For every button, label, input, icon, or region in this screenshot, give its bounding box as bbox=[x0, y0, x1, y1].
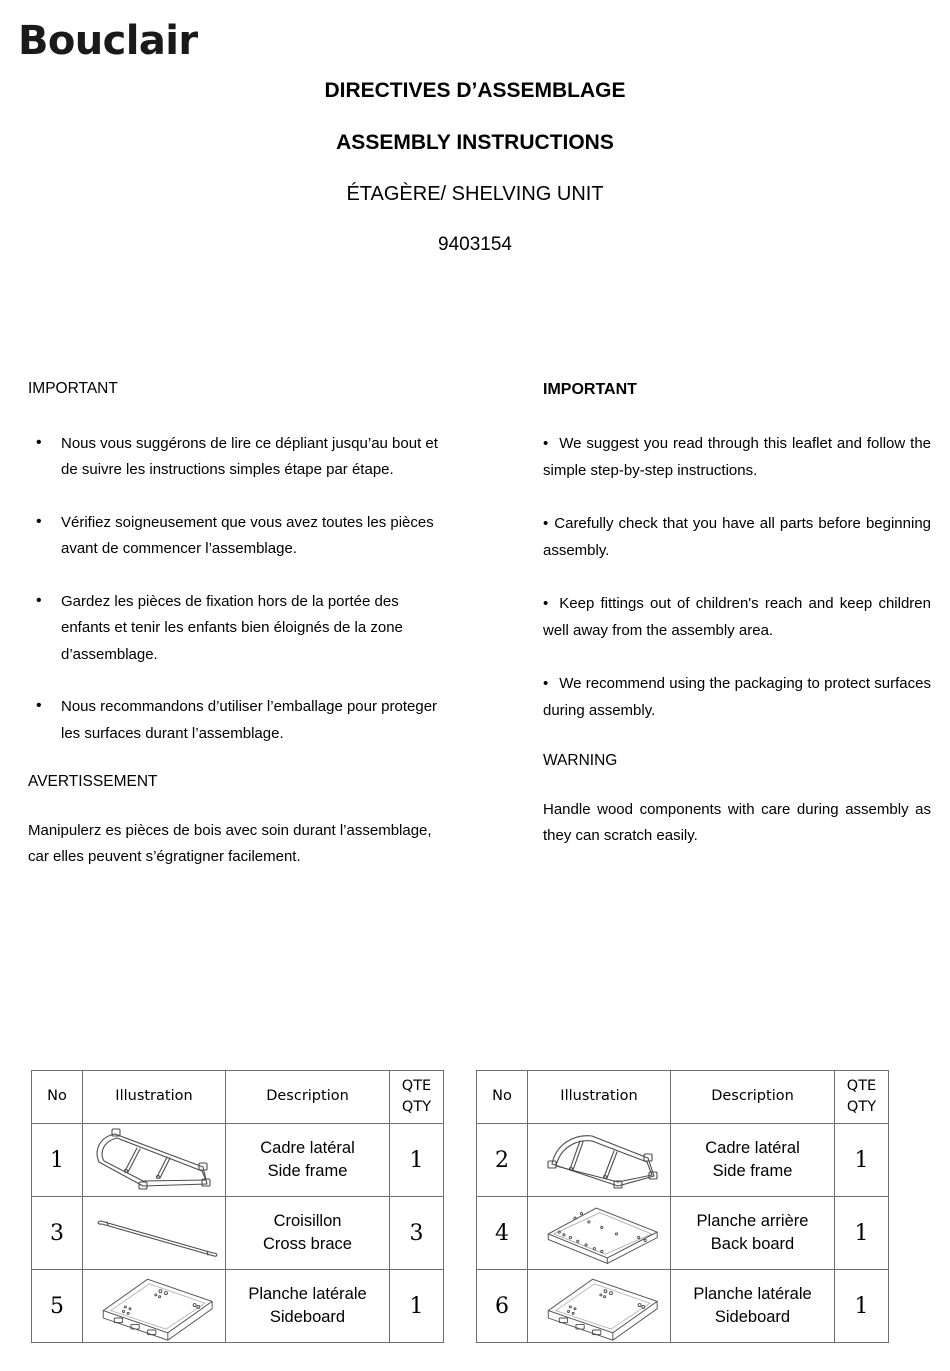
table-header-row bbox=[32, 1071, 444, 1124]
table-row bbox=[32, 1270, 444, 1343]
list-item-text: Keep fittings out of children's reach and keep children well away from the assembly area. bbox=[543, 595, 931, 639]
english-column bbox=[543, 380, 931, 850]
part-description-fr: Planche arrière bbox=[696, 1212, 809, 1230]
column-header-quantity-fr: QTE bbox=[401, 1077, 432, 1094]
part-description-fr: Planche latérale bbox=[693, 1285, 812, 1303]
title-english: ASSEMBLY INSTRUCTIONS bbox=[336, 131, 614, 154]
part-description-fr: Croisillon bbox=[273, 1212, 342, 1230]
bouclair-logo: Bouclair bbox=[18, 18, 198, 64]
parts-table-left bbox=[31, 1070, 444, 1343]
french-important-heading: IMPORTANT bbox=[28, 380, 118, 397]
table-header-row bbox=[477, 1071, 889, 1124]
bullet-icon: • bbox=[543, 595, 549, 613]
column-header-no: No bbox=[477, 1071, 528, 1124]
side-frame-icon bbox=[530, 1124, 668, 1196]
part-illustration-cell bbox=[83, 1270, 226, 1343]
table-row bbox=[477, 1270, 889, 1343]
side-frame-icon bbox=[85, 1124, 223, 1196]
sideboard-icon bbox=[530, 1270, 668, 1342]
sideboard-icon bbox=[85, 1270, 223, 1342]
part-number: 4 bbox=[477, 1197, 528, 1270]
column-header-quantity-en: QTY bbox=[846, 1099, 877, 1115]
part-description bbox=[671, 1124, 835, 1197]
column-header-quantity bbox=[390, 1071, 444, 1124]
part-quantity: 1 bbox=[835, 1197, 889, 1270]
part-illustration-cell bbox=[83, 1124, 226, 1197]
part-number: 6 bbox=[477, 1270, 528, 1343]
list-item-text: Carefully check that you have all parts before beginning assembly. bbox=[543, 515, 931, 559]
english-important-heading: IMPORTANT bbox=[543, 381, 637, 398]
part-description-fr: Cadre latéral bbox=[705, 1139, 800, 1157]
list-item bbox=[543, 671, 931, 724]
bullet-icon: • bbox=[543, 435, 549, 453]
part-number: 2 bbox=[477, 1124, 528, 1197]
parts-table-right bbox=[476, 1070, 889, 1343]
product-code: 9403154 bbox=[438, 234, 512, 255]
list-item bbox=[543, 511, 931, 564]
part-illustration-cell bbox=[528, 1124, 671, 1197]
column-header-description: Description bbox=[226, 1071, 390, 1124]
part-quantity: 1 bbox=[390, 1124, 444, 1197]
bullet-icon: • bbox=[543, 675, 549, 693]
part-quantity: 3 bbox=[390, 1197, 444, 1270]
column-header-quantity bbox=[835, 1071, 889, 1124]
list-item-text: We recommend using the packaging to protect surfaces during assembly. bbox=[543, 675, 931, 719]
part-description bbox=[226, 1270, 390, 1343]
product-name: ÉTAGÈRE/ SHELVING UNIT bbox=[346, 183, 604, 205]
part-illustration-cell bbox=[528, 1197, 671, 1270]
column-header-quantity-en: QTY bbox=[401, 1099, 432, 1115]
english-warning-heading: WARNING bbox=[543, 752, 618, 770]
part-quantity: 1 bbox=[835, 1124, 889, 1197]
cross-brace-icon bbox=[85, 1197, 223, 1269]
list-item: • Nous vous suggérons de lire ce dépliant jusqu’au bout et de suivre les instructions simples étape par étape. bbox=[28, 431, 448, 484]
part-description-fr: Cadre latéral bbox=[260, 1139, 355, 1157]
french-warning-heading: AVERTISSEMENT bbox=[28, 773, 158, 791]
list-item: • Nous recommandons d’utiliser l’emballage pour proteger les surfaces durant l’assemblage. bbox=[28, 694, 448, 747]
column-header-quantity-fr: QTE bbox=[846, 1077, 877, 1094]
french-column bbox=[28, 380, 448, 871]
column-header-no: No bbox=[32, 1071, 83, 1124]
part-description-en: Sideboard bbox=[714, 1308, 791, 1326]
part-description-fr: Planche latérale bbox=[248, 1285, 367, 1303]
part-description-en: Sideboard bbox=[269, 1308, 346, 1326]
table-row bbox=[32, 1197, 444, 1270]
document-title-block bbox=[230, 80, 720, 254]
table-row bbox=[477, 1197, 889, 1270]
part-description-en: Back board bbox=[710, 1235, 795, 1253]
part-description bbox=[226, 1197, 390, 1270]
column-header-illustration: Illustration bbox=[83, 1071, 226, 1124]
part-description bbox=[671, 1270, 835, 1343]
title-french: DIRECTIVES D’ASSEMBLAGE bbox=[324, 79, 626, 102]
french-warning-body: Manipulerz es pièces de bois avec soin durant l’assemblage, car elles peuvent s’égratigner facilement. bbox=[28, 821, 432, 866]
list-item: • Gardez les pièces de fixation hors de la portée des enfants et tenir les enfants bien éloignés de la zone d’assemblage. bbox=[28, 589, 448, 669]
list-item bbox=[543, 431, 931, 484]
bullet-icon: • bbox=[543, 515, 549, 533]
table-row bbox=[477, 1124, 889, 1197]
column-header-illustration: Illustration bbox=[528, 1071, 671, 1124]
list-item bbox=[543, 591, 931, 644]
part-description-en: Side frame bbox=[267, 1162, 348, 1180]
part-number: 5 bbox=[32, 1270, 83, 1343]
list-item: • Vérifiez soigneusement que vous avez toutes les pièces avant de commencer l’assemblage. bbox=[28, 510, 448, 563]
part-description-en: Cross brace bbox=[263, 1235, 352, 1253]
table-row bbox=[32, 1124, 444, 1197]
part-description bbox=[671, 1197, 835, 1270]
part-illustration-cell bbox=[83, 1197, 226, 1270]
part-number: 1 bbox=[32, 1124, 83, 1197]
part-quantity: 1 bbox=[835, 1270, 889, 1343]
part-description-en: Side frame bbox=[712, 1162, 793, 1180]
english-warning-body: Handle wood components with care during assembly as they can scratch easily. bbox=[543, 800, 931, 845]
french-bullet-list bbox=[28, 431, 448, 748]
part-illustration-cell bbox=[528, 1270, 671, 1343]
part-quantity: 1 bbox=[390, 1270, 444, 1343]
column-header-description: Description bbox=[671, 1071, 835, 1124]
back-board-icon bbox=[530, 1197, 668, 1269]
part-description bbox=[226, 1124, 390, 1197]
list-item-text: We suggest you read through this leaflet and follow the simple step-by-step instructions. bbox=[543, 435, 931, 479]
part-number: 3 bbox=[32, 1197, 83, 1270]
